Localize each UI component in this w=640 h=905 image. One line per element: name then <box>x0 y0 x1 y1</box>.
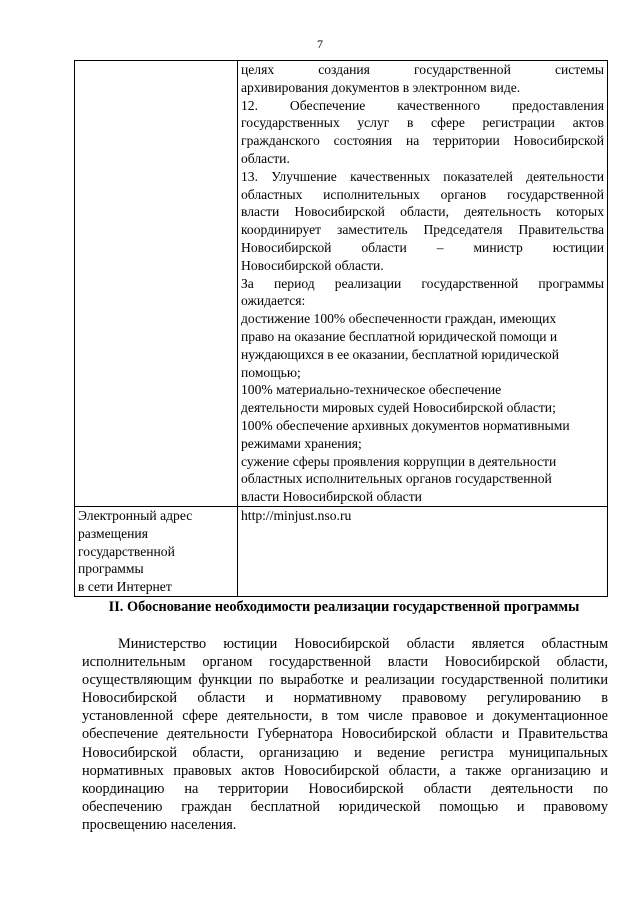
cell-line: Электронный адрес <box>78 507 193 523</box>
paragraph-line: установленной сфере деятельности, в том числе правовое и документационное <box>82 708 608 725</box>
paragraph-line: исполнительным органом государственной власти Новосибирской области, <box>82 654 608 671</box>
cell-line: 100% материально-техническое обеспечение <box>241 382 502 398</box>
row2-right-cell <box>238 506 608 596</box>
cell-line: режимами хранения; <box>241 435 362 451</box>
cell-line: помощью; <box>241 364 301 380</box>
page-number: 7 <box>317 37 323 51</box>
paragraph-line: Новосибирской области и нормативному правовому регулированию в <box>82 690 608 707</box>
cell-line: сужение сферы проявления коррупции в деятельности <box>241 453 557 469</box>
paragraph-line: координацию на территории Новосибирской области деятельности по <box>82 780 608 797</box>
cell-line: гражданского состояния на территории Новосибирской <box>241 133 604 149</box>
cell-line: ожидается: <box>241 293 306 309</box>
cell-line: 100% обеспечение архивных документов нормативными <box>241 417 570 433</box>
cell-line: размещения <box>78 525 148 541</box>
row2-left-cell <box>75 506 238 596</box>
row1-right-cell <box>238 61 608 507</box>
cell-line: областных исполнительных органов государственной <box>241 186 604 202</box>
cell-line: областных исполнительных органов государственной <box>241 471 552 487</box>
cell-line: деятельности мировых судей Новосибирской области; <box>241 400 556 416</box>
paragraph-line: осуществляющим функции по выработке и реализации государственной политики <box>82 672 608 689</box>
paragraph-line: обеспечение деятельности Губернатора Новосибирской области и Правительства <box>82 726 608 743</box>
cell-line: целях создания государственной системы <box>241 62 604 77</box>
cell-line: 12. Обеспечение качественного предоставления <box>241 97 604 113</box>
program-url-link[interactable]: http://minjust.nso.ru <box>241 507 352 523</box>
cell-line: Новосибирской области. <box>241 257 384 273</box>
cell-line: архивирования документов в электронном виде. <box>241 79 521 95</box>
cell-line: координирует заместитель Председателя Правительства <box>241 222 604 238</box>
cell-line: достижение 100% обеспеченности граждан, имеющих <box>241 311 557 327</box>
cell-line: в сети Интернет <box>78 579 172 595</box>
cell-line: власти Новосибирской области <box>241 489 422 505</box>
cell-line: 13. Улучшение качественных показателей деятельности <box>241 168 604 184</box>
table-row <box>75 61 608 507</box>
paragraph-line: нормативных правовых актов Новосибирской области, а также организацию и <box>82 762 608 779</box>
paragraph-line: Новосибирской области, организацию и ведение регистра муниципальных <box>82 744 608 761</box>
program-passport-table <box>74 60 608 597</box>
row1-left-cell <box>75 61 238 507</box>
body-paragraph <box>82 635 608 834</box>
paragraph-line: Министерство юстиции Новосибирской области является областным <box>118 636 608 652</box>
cell-line: За период реализации государственной программы <box>241 275 604 291</box>
cell-line: Новосибирской области – министр юстиции <box>241 239 604 255</box>
cell-line: право на оказание бесплатной юридической помощи и <box>241 328 558 344</box>
cell-line: нуждающихся в ее оказании, бесплатной юридической <box>241 346 559 362</box>
cell-line: государственной <box>78 543 175 559</box>
paragraph-line: просвещению населения. <box>82 816 237 833</box>
cell-line: области. <box>241 150 290 166</box>
cell-line: программы <box>78 561 144 577</box>
paragraph-line: обеспечению граждан бесплатной юридической помощью и правовому <box>82 798 608 815</box>
cell-line: власти Новосибирской области, деятельность которых <box>241 204 604 220</box>
section-title: II. Обоснование необходимости реализации государственной программы <box>108 599 580 615</box>
table-row <box>75 506 608 596</box>
cell-line: государственных услуг в сфере регистрации актов <box>241 115 604 131</box>
